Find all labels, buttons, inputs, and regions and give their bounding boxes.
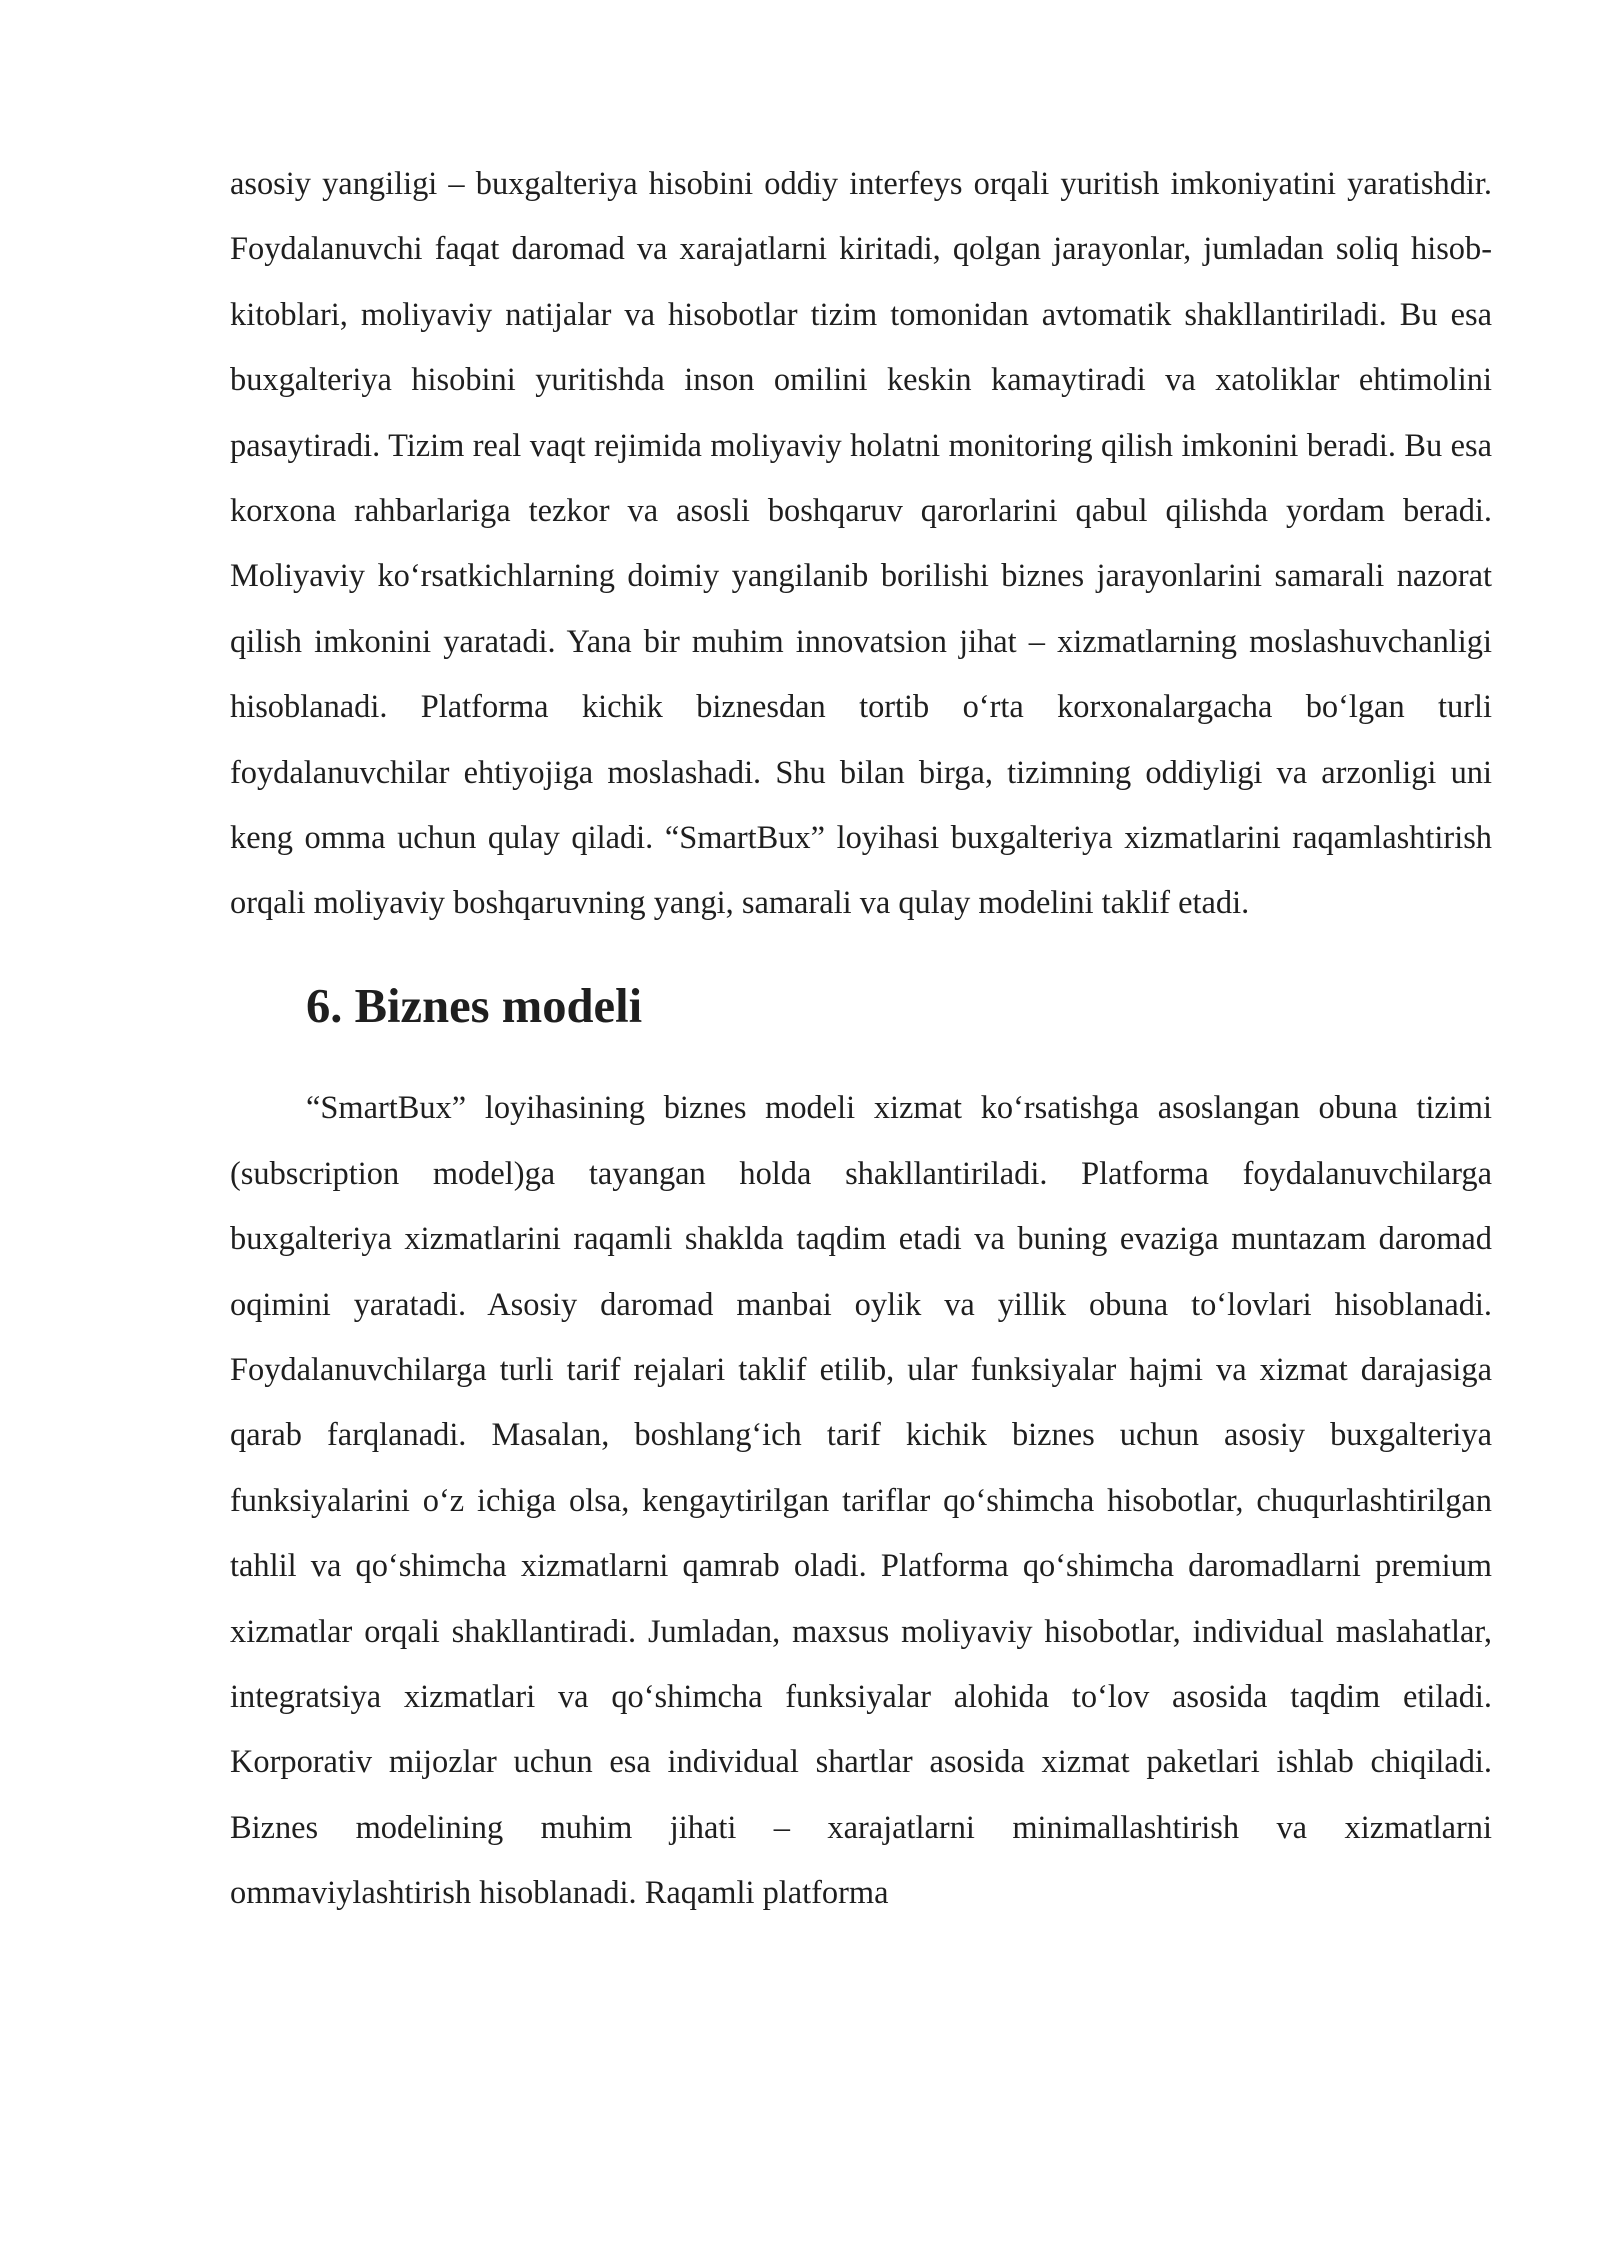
- body-paragraph-continued: asosiy yangiligi – buxgalteriya hisobini oddiy interfeys orqali yuritish imkoniyatini yaratishdir. Foydalanuvchi faqat daromad va xarajatlarni kiritadi, qolgan jarayonlar, jumladan soliq hisob-kitoblari, moliyaviy natijalar va hisobotlar tizim tomonidan avtomatik shakllantiriladi. Bu esa buxgalteriya hisobini yuritishda inson omilini keskin kamaytiradi va xatoliklar ehtimolini pasaytiradi. Tizim real vaqt rejimida moliyaviy holatni monitoring qilish imkonini beradi. Bu esa korxona rahbarlariga tezkor va asosli boshqaruv qarorlarini qabul qilishda yordam beradi. Moliyaviy ko‘rsatkichlarning doimiy yangilanib borilishi biznes jarayonlarini samarali nazorat qilish imkonini yaratadi. Yana bir muhim innovatsion jihat – xizmatlarning moslashuvchanligi hisoblanadi. Platforma kichik biznesdan tortib o‘rta korxonalargacha bo‘lgan turli foydalanuvchilar ehtiyojiga moslashadi. Shu bilan birga, tizimning oddiyligi va arzonligi uni keng omma uchun qulay qiladi. “SmartBux” loyihasi buxgalteriya xizmatlarini raqamlashtirish orqali moliyaviy boshqaruvning yangi, samarali va qulay modelini taklif etadi.: [230, 166, 1492, 922]
- document-body: [230, 152, 1492, 1927]
- section-heading: 6. Biznes modeli: [306, 978, 643, 1033]
- body-paragraph-business-model: “SmartBux” loyihasining biznes modeli xizmat ko‘rsatishga asoslangan obuna tizimi (subscription model)ga tayangan holda shakllantiriladi. Platforma foydalanuvchilarga buxgalteriya xizmatlarini raqamli shaklda taqdim etadi va buning evaziga muntazam daromad oqimini yaratadi. Asosiy daromad manbai oylik va yillik obuna to‘lovlari hisoblanadi. Foydalanuvchilarga turli tarif rejalari taklif etilib, ular funksiyalar hajmi va xizmat darajasiga qarab farqlanadi. Masalan, boshlang‘ich tarif kichik biznes uchun asosiy buxgalteriya funksiyalarini o‘z ichiga olsa, kengaytirilgan tariflar qo‘shimcha hisobotlar, chuqurlashtirilgan tahlil va qo‘shimcha xizmatlarni qamrab oladi. Platforma qo‘shimcha daromadlarni premium xizmatlar orqali shakllantiradi. Jumladan, maxsus moliyaviy hisobotlar, individual maslahatlar, integratsiya xizmatlari va qo‘shimcha funksiyalar alohida to‘lov asosida taqdim etiladi. Korporativ mijozlar uchun esa individual shartlar asosida xizmat paketlari ishlab chiqiladi. Biznes modelining muhim jihati – xarajatlarni minimallashtirish va xizmatlarni ommaviylashtirish hisoblanadi. Raqamli platforma: [230, 1090, 1492, 1912]
